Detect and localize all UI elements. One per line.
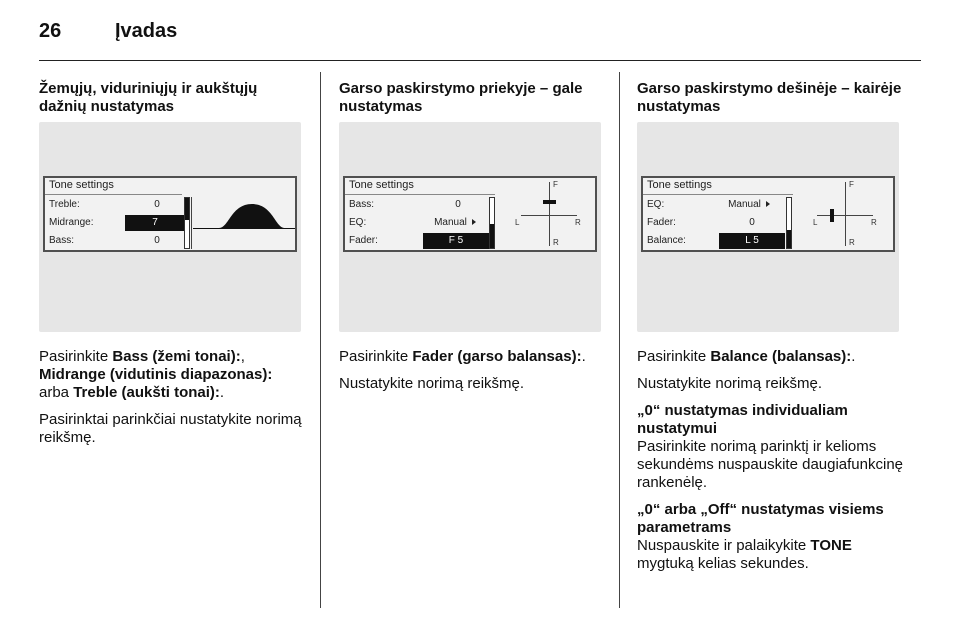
screen-row-balance	[647, 233, 785, 249]
paragraph-individual-reset: Pasirinkite norimą parinktį ir kelioms sekundėms nuspauskite daugiafunkcinę rankenėlę.	[637, 438, 904, 491]
fader-screenshot	[339, 122, 601, 332]
title-separator	[345, 194, 495, 195]
row-value: 0	[455, 199, 461, 210]
arrow-right-icon	[766, 201, 770, 207]
column-balance-text	[637, 348, 911, 582]
axis-label-rear: R	[553, 238, 559, 247]
row-label: Fader:	[349, 235, 378, 246]
row-value	[713, 197, 785, 213]
column-heading: Garso paskirstymo dešinėje – kairėje nustatymas	[637, 80, 902, 115]
paragraph-select	[39, 348, 305, 402]
text: Pasirinkite	[39, 348, 113, 365]
paragraph-all-reset	[637, 537, 911, 573]
option-bass: Bass (žemi tonai):	[112, 348, 241, 365]
screen-scrollbar	[184, 197, 190, 249]
text: .	[851, 348, 856, 365]
screen-title: Tone settings	[49, 179, 114, 191]
row-label: Balance:	[647, 235, 686, 246]
tone-settings-screen	[43, 176, 297, 252]
row-label: EQ:	[647, 199, 665, 210]
option-midrange: Midrange (vidutinis diapazonas):	[39, 366, 273, 383]
balance-marker	[830, 209, 834, 222]
page-number: 26	[39, 20, 62, 42]
screen-row-treble	[49, 197, 185, 213]
row-value: 0	[749, 217, 755, 228]
title-separator	[45, 194, 182, 195]
screen-row-midrange	[49, 215, 185, 231]
arrow-right-icon	[472, 219, 476, 225]
axis-label-right: R	[575, 218, 581, 227]
axis-label-front: F	[553, 180, 558, 189]
page-header	[39, 20, 177, 43]
column-heading: Garso paskirstymo priekyje – gale nustatymas	[339, 80, 583, 115]
option-balance: Balance (balansas):	[710, 348, 852, 365]
header-rule	[39, 60, 921, 61]
row-value-selected: 7	[125, 215, 185, 231]
paragraph-adjust: Pasirinktai parinkčiai nustatykite norimą reikšmę.	[39, 411, 302, 446]
screen-scrollbar	[786, 197, 792, 249]
text: Pasirinkite	[339, 348, 413, 365]
axis-vertical	[845, 182, 846, 246]
tone-settings-screen	[641, 176, 895, 252]
row-value	[421, 215, 489, 231]
row-value: 0	[154, 235, 160, 246]
text: arba	[39, 384, 74, 401]
paragraph-select	[339, 348, 605, 366]
text: ,	[240, 348, 245, 365]
screen-title: Tone settings	[647, 179, 712, 191]
column-divider-1	[320, 72, 321, 608]
axis-label-left: L	[813, 218, 818, 227]
axis-label-rear: R	[849, 238, 855, 247]
text: mygtuką kelias sekundes.	[637, 555, 809, 572]
text: .	[219, 384, 225, 401]
tone-settings-screen	[343, 176, 597, 252]
tone-screenshot	[39, 122, 301, 332]
text: Nuspauskite ir palaikykite	[637, 537, 811, 554]
screen-row-eq	[647, 197, 785, 213]
column-heading: Žemųjų, viduriniųjų ir aukštųjų dažnių nustatymas	[39, 80, 258, 115]
row-value-text: Manual	[728, 199, 761, 210]
row-label: Treble:	[49, 199, 80, 210]
screen-row-fader	[349, 233, 489, 249]
column-fader-text	[339, 348, 605, 402]
row-label: Fader:	[647, 217, 676, 228]
section-title: Įvadas	[115, 20, 178, 42]
row-label: Bass:	[349, 199, 375, 210]
title-separator	[643, 194, 793, 195]
scrollbar-thumb	[490, 224, 494, 248]
column-balance	[637, 80, 907, 116]
row-label: Midrange:	[49, 217, 94, 228]
row-value-selected: L 5	[719, 233, 785, 249]
scrollbar-thumb	[787, 230, 791, 248]
column-tone-text	[39, 348, 305, 456]
row-value-text: Manual	[434, 217, 467, 228]
column-fader	[339, 80, 605, 116]
text: Pasirinkite	[637, 348, 711, 365]
tone-button-label: TONE	[810, 537, 852, 554]
subheading-individual-reset: „0“ nustatymas individualiam nustatymui	[637, 402, 848, 437]
option-fader: Fader (garso balansas):	[412, 348, 582, 365]
row-label: EQ:	[349, 217, 367, 228]
screen-scrollbar	[489, 197, 495, 249]
axis-label-left: L	[515, 218, 520, 227]
text: .	[581, 348, 586, 365]
axis-label-right: R	[871, 218, 877, 227]
subheading-all-reset: „0“ arba „Off“ nustatymas visiems parametrams	[637, 501, 884, 536]
row-value-selected: F 5	[423, 233, 489, 249]
column-tone	[39, 80, 305, 116]
fader-marker	[543, 200, 556, 204]
screen-title: Tone settings	[349, 179, 414, 191]
paragraph-adjust: Nustatykite norimą reikšmę.	[637, 375, 823, 392]
screen-row-eq	[349, 215, 489, 231]
paragraph-select	[637, 348, 911, 366]
row-label: Bass:	[49, 235, 75, 246]
screen-row-fader	[647, 215, 785, 231]
axis-horizontal	[521, 215, 577, 216]
paragraph-adjust: Nustatykite norimą reikšmę.	[339, 375, 525, 392]
column-divider-2	[619, 72, 620, 608]
scrollbar-thumb	[185, 198, 189, 220]
row-value: 0	[154, 199, 160, 210]
axis-horizontal	[817, 215, 873, 216]
option-treble: Treble (aukšti tonai):	[73, 384, 220, 401]
balance-screenshot	[637, 122, 899, 332]
eq-divider	[191, 197, 192, 249]
axis-vertical	[549, 182, 550, 246]
screen-row-bass	[49, 233, 185, 249]
axis-label-front: F	[849, 180, 854, 189]
screen-row-bass	[349, 197, 489, 213]
eq-curve	[193, 194, 295, 250]
